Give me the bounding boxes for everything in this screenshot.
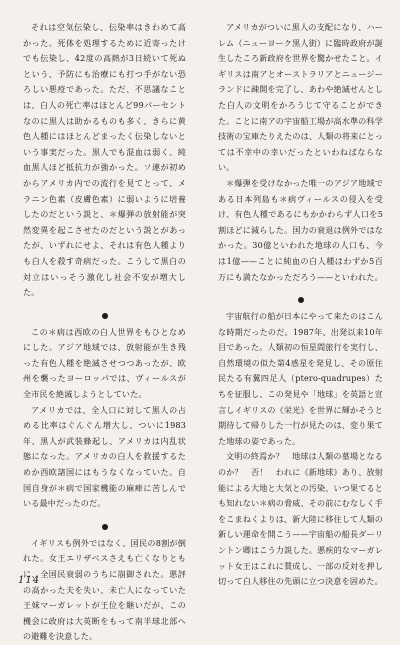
section-divider-dot: [102, 313, 108, 319]
left-paragraph-3: アメリカでは、全人口に対して黒人の占める比率はぐんぐん増大し、ついに1983年、黒人が武装蜂起し、アメリカは内乱状態になった。アメリカの白人を救援するためか西欧諸国にはもうなくなっていた。自国自身が＊病で国家機能の麻痺に苦しんでいる最中だったのだ。: [23, 404, 186, 509]
left-paragraph-1: それは空気伝染し、伝染率はきわめて高かった。死体を処理するために近寄ったけでも伝染し、42度の高熱が3日続いて死ぬという、予防にも治療にも打つ手がない恐ろしい悪疫であった。ただ、不思議なことは、白人の死亡率はほとんど99パーセントなのに黒人は助かるものも多く、きらに黄色人種にはほとんどまったく伝染しないという事実だった。黒人でも混血は弱く、純血黒人ほど抵抗力が強かった。ソ連が初めからアメリカ内での流行を見てとって、メラニン色素（皮膚色素）に弱いように培養したのだという説と、＊爆弾の放射能が突然変異を起こさせたのだという説とがあったが、いずれにせよ、それは有色人種よりも白人を殺す奇病だった。こうして黒白の対立はいっそう激化し社会不安が増大した。: [23, 22, 186, 298]
page-number: 114: [18, 575, 41, 586]
left-paragraph-2: この＊病は西欧の白人世界をもひとなめにした。アジア地域では、放射能が生き残った有色人種を絶滅させつつあったが、欧州を襲ったヨーロッパでは、ヴィールスが全市民を絶滅しようとしていた。: [23, 326, 186, 400]
right-column: [218, 20, 383, 590]
section-divider-dot: [298, 297, 304, 303]
right-paragraph-1: アメリカがついに黒人の支配になり、ハーレム（ニューヨーク黒人街）に臨時政府が誕生したころ新政府を世界を驚かせたこと。イギリスは南アとオーストラリアとニュージーランドに疎開を完了し、あわや絶滅せんとした白人の文明をかろうじて守ることができた。ことに南アの宇宙船工場が高水準の科学技術の宝庫たりえたのは、人類の将来にとっては不幸中の幸いだったといわねばならない。: [218, 22, 383, 173]
section-divider-dot: [102, 524, 108, 530]
left-column: [23, 20, 186, 645]
left-paragraph-4: イギリスも例外ではなく、国民の8割が倒れた。女王エリザベスさえも亡くなりともに、全国民衰弱のうちに崩御された。悪評の高かった夫を失い、未亡人になっていた王妹マーガレットが王位を継いだが、この機会に政府は大英断をもって南半球北部への避難を決意した。: [23, 537, 186, 642]
right-paragraph-3: 宇宙航行の船が日本にやって来たのはこんな時期だったのだ。1987年、出発以来10年目であった。人類初の恒星間旅行を実行し、自然環境の似た第4惑星を発見し、その原住民たる有翼四足人（ptero-quadrupes）たちを征服し、この発見や「地球」を英語と宣言しイギリスの《栄光》を世界に輝かそうと期待して帰りした一行が見たのは、変り果てた地球の姿であった。: [218, 311, 383, 446]
right-paragraph-4: 文明の終焉か？ 地球は人類の墓場となるのか？ 否！ われに《新地球》あり、放射能による大地と大気との汚染、いつ果てるとも知れない＊病の脅威、その前にむなしく手をこまねくよりは、新大陸に移住して人類の新しい運命を開こう——宇宙船の船長ダーリントン卿はこう力説した。悪疾的なマーガレット女王はこれに賛成し、一部の反対を押し切って白人移住の先頭に立つ決意を固めた。: [218, 451, 383, 587]
right-paragraph-2: ＊爆弾を受けなかった唯一のアジア地域である日本列島も＊病ヴィールスの侵入を受け、有色人種であるにもかかわらず人口を5割ほどに減らした。国力の衰退は例外ではなかった。30億といわれた地球の人口も、今は1億——ことに純血の白人種はわずか5百万にも満たなかっただろう——といわれた。: [218, 177, 383, 282]
